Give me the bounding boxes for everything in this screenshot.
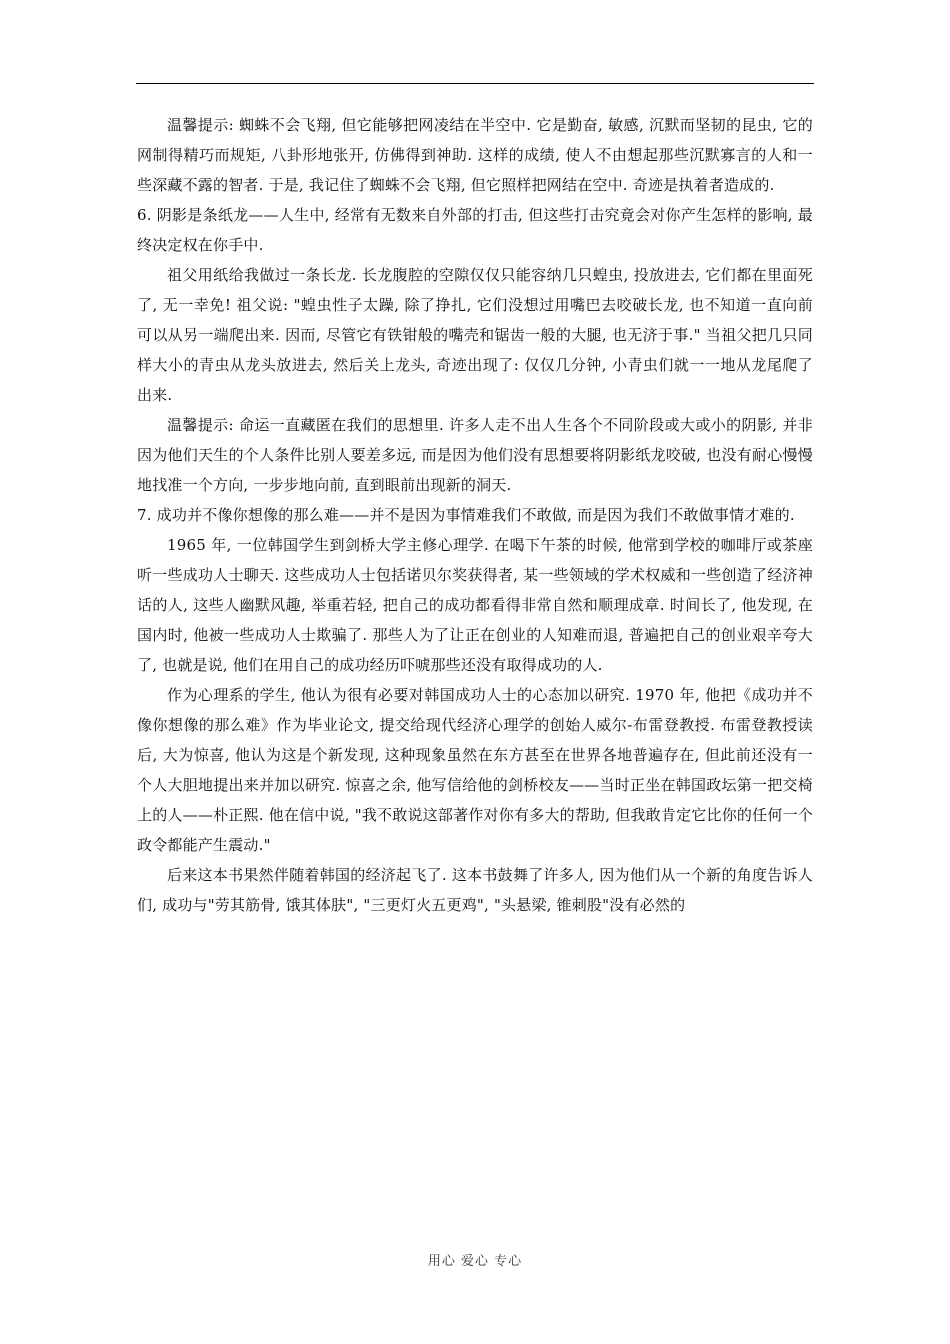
- header-rule: [136, 83, 814, 84]
- paragraph-book-impact: 后来这本书果然伴随着韩国的经济起飞了. 这本书鼓舞了许多人, 因为他们从一个新的角度告诉人们, 成功与"劳其筋骨, 饿其体肤", "三更灯火五更鸡", "头悬梁, 锥刺股"没有必然的: [137, 866, 813, 914]
- paragraph-tip-spider: 温馨提示: 蜘蛛不会飞翔, 但它能够把网凌结在半空中. 它是勤奋, 敏感, 沉默而坚韧的昆虫, 它的网制得精巧而规矩, 八卦形地张开, 仿佛得到神助. 这样的成绩, 使人不由想起那些沉默寡言的人和一些深藏不露的智者. 于是, 我记住了蜘蛛不会飞翔, 但它照样把网结在空中. 奇迹是执着者造成的.: [137, 116, 813, 194]
- paragraph-tip-shadow: 温馨提示: 命运一直藏匿在我们的思想里. 许多人走不出人生各个不同阶段或大或小的阴影, 并非因为他们天生的个人条件比别人要差多远, 而是因为他们没有思想要将阴影纸龙咬破, 也没有耐心慢慢地找准一个方向, 一步步地向前, 直到眼前出现新的洞天.: [137, 416, 813, 494]
- paragraph-thesis: 作为心理系的学生, 他认为很有必要对韩国成功人士的心态加以研究. 1970 年, 他把《成功并不像你想像的那么难》作为毕业论文, 提交给现代经济心理学的创始人威尔-布雷登教授. 布雷登教授读后, 大为惊喜, 他认为这是个新发现, 这种现象虽然在东方甚至在世界各地普遍存在, 但此前还没有一个人大胆地提出来并加以研究. 惊喜之余, 他写信给他的剑桥校友——当时正坐在韩国政坛第一把交椅上的人——朴正熙. 他在信中说, "我不敢说这部著作对你有多大的帮助, 但我敢肯定它比你的任何一个政令都能产生震动.": [137, 686, 813, 854]
- page-footer: 用心 爱心 专心: [427, 1254, 523, 1269]
- paragraph-paper-dragon-story: 祖父用纸给我做过一条长龙. 长龙腹腔的空隙仅仅只能容纳几只蝗虫, 投放进去, 它们都在里面死了, 无一幸免! 祖父说: "蝗虫性子太躁, 除了挣扎, 它们没想过用嘴巴去咬破长龙, 也不知道一直向前可以从另一端爬出来. 因而, 尽管它有铁钳般的嘴壳和锯齿一般的大腿, 也无济于事." 当祖父把几只同样大小的青虫从龙头放进去, 然后关上龙头, 奇迹出现了: 仅仅几分钟, 小青虫们就一一地从龙尾爬了出来.: [137, 266, 814, 404]
- paragraph-korean-student: 1965 年, 一位韩国学生到剑桥大学主修心理学. 在喝下午茶的时候, 他常到学校的咖啡厅或茶座听一些成功人士聊天. 这些成功人士包括诺贝尔奖获得者, 某一些领域的学术权威和一些创造了经济神话的人, 这些人幽默风趣, 举重若轻, 把自己的成功都看得非常自然和顺理成章. 时间长了, 他发现, 在国内时, 他被一些成功人士欺骗了. 那些人为了让正在创业的人知难而退, 普遍把自己的创业艰辛夸大了, 也就是说, 他们在用自己的成功经历吓唬那些还没有取得成功的人.: [137, 536, 813, 674]
- paragraph-heading-6: 6. 阴影是条纸龙——人生中, 经常有无数来自外部的打击, 但这些打击究竟会对你产生怎样的影响, 最终决定权在你手中.: [137, 206, 813, 254]
- paragraph-heading-7: 7. 成功并不像你想像的那么难——并不是因为事情难我们不敢做, 而是因为我们不敢做事情才难的.: [137, 506, 795, 524]
- document-body: [137, 110, 813, 920]
